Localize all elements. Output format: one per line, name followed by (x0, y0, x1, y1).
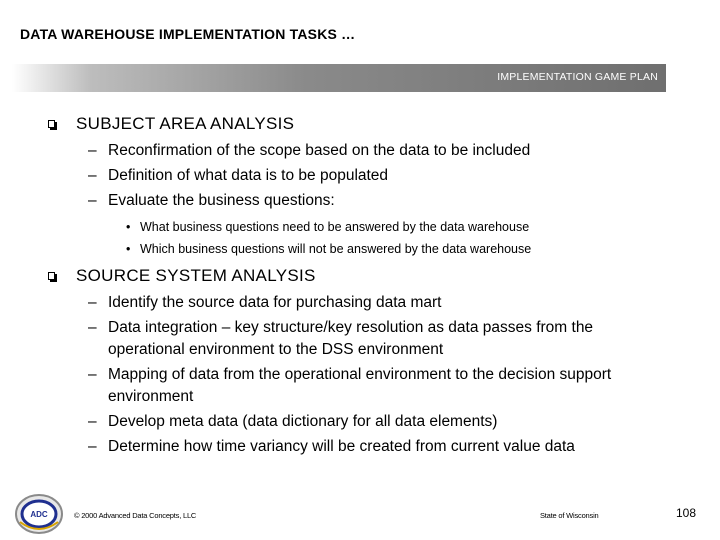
list-item: – Evaluate the business questions: (88, 190, 658, 212)
dash-bullet-icon: – (88, 438, 97, 455)
list-item: – Mapping of data from the operational environment to the decision support environment (88, 366, 612, 405)
banner-label: IMPLEMENTATION GAME PLAN (497, 71, 658, 83)
square-bullet-icon (48, 272, 55, 280)
dash-bullet-icon: – (88, 192, 97, 209)
subject-area-items (88, 140, 658, 215)
list-item: • What business questions need to be answered by the data warehouse (126, 216, 666, 238)
dash-bullet-icon: – (88, 319, 97, 336)
square-bullet-icon (48, 120, 55, 128)
page-number: 108 (676, 506, 697, 520)
footer-organization: State of Wisconsin (540, 511, 599, 520)
dash-bullet-icon: – (88, 366, 97, 383)
dash-bullet-icon: – (88, 167, 97, 184)
section-title: SUBJECT AREA ANALYSIS (76, 114, 295, 133)
dot-bullet-icon: • (126, 220, 131, 234)
business-questions-subitems (126, 216, 666, 260)
dash-bullet-icon: – (88, 413, 97, 430)
logo-text: ADC (30, 510, 48, 519)
copyright-text: © 2000 Advanced Data Concepts, LLC (74, 511, 197, 520)
list-item: – Develop meta data (data dictionary for all data elements) (88, 411, 658, 433)
page-title: DATA WAREHOUSE IMPLEMENTATION TASKS … (20, 26, 356, 42)
list-item: – Reconfirmation of the scope based on the data to be included (88, 140, 658, 162)
section-banner (12, 64, 666, 92)
list-item: – Identify the source data for purchasing data mart (88, 292, 658, 314)
section-title: SOURCE SYSTEM ANALYSIS (76, 266, 316, 285)
source-system-items (88, 292, 658, 461)
list-item: • Which business questions will not be answered by the data warehouse (126, 238, 666, 260)
dot-bullet-icon: • (126, 242, 131, 256)
adc-logo-icon (14, 492, 64, 536)
dash-bullet-icon: – (88, 142, 97, 159)
dash-bullet-icon: – (88, 294, 97, 311)
list-item: – Definition of what data is to be populated (88, 165, 658, 187)
list-item: – Determine how time variancy will be created from current value data (88, 436, 658, 458)
list-item: – Data integration – key structure/key resolution as data passes from the operational environment to the DSS environment (88, 319, 594, 358)
